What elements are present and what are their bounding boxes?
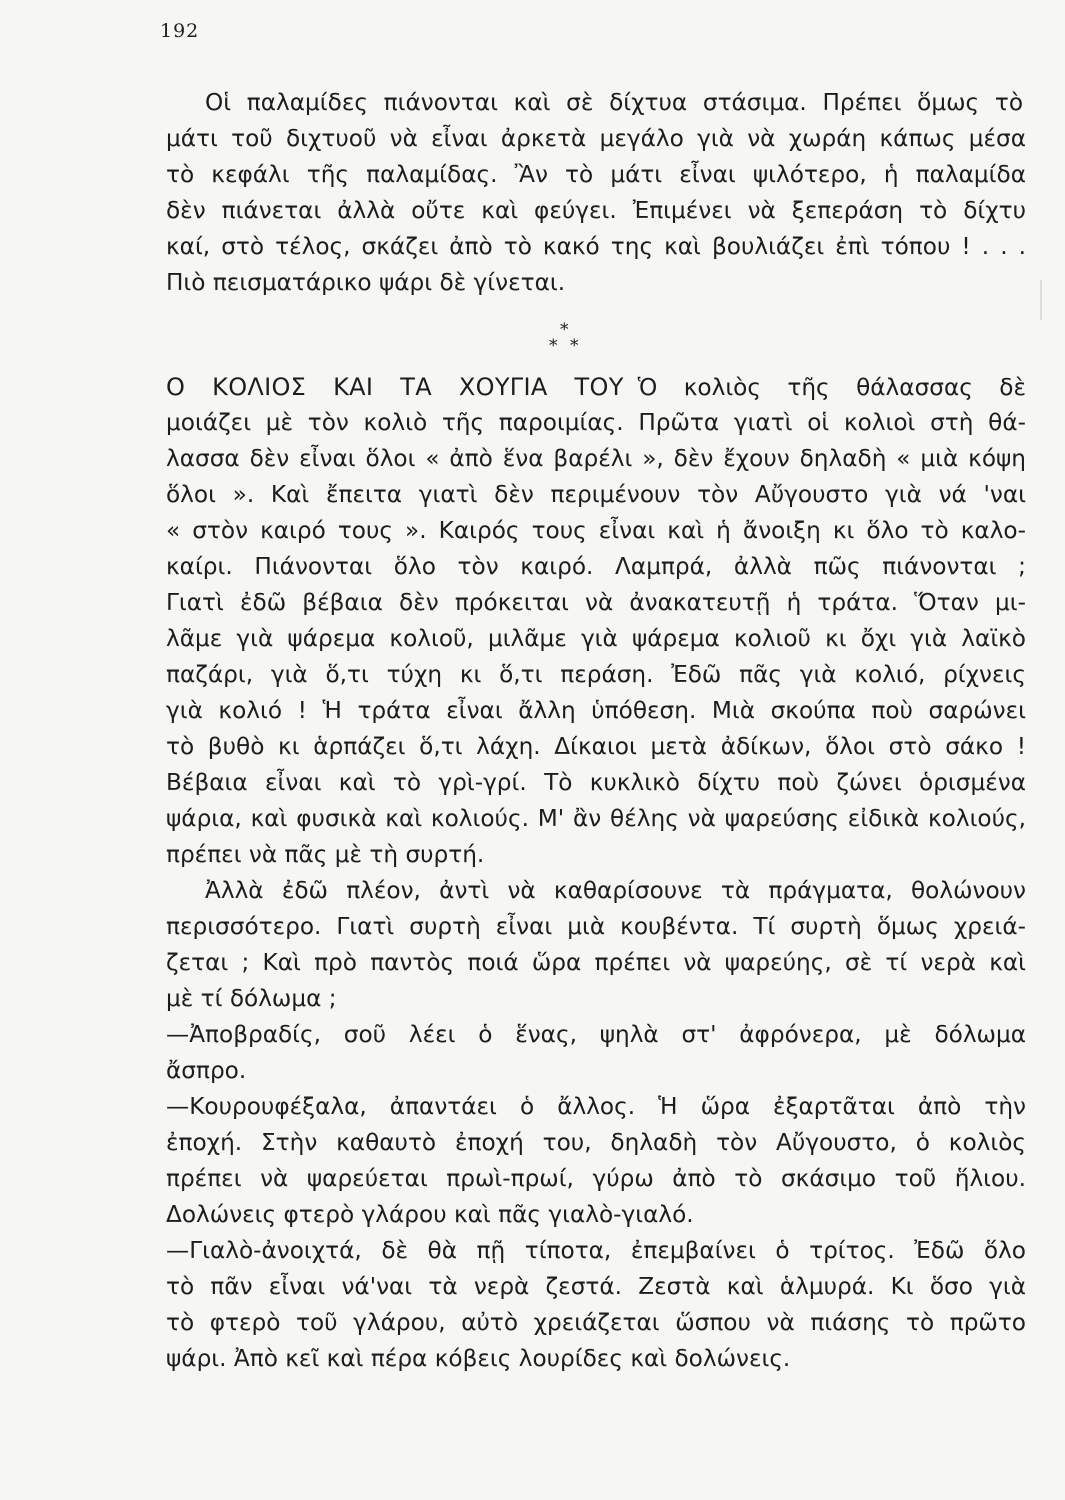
text-line: Ἀλλὰ ἐδῶ πλέον, ἀντὶ νὰ καθαρίσουνε τὰ πράγματα, θολώνουν <box>205 877 1026 904</box>
dialogue-line: —Γιαλὸ-ἀνοιχτά, δὲ θὰ πῇ τίποτα, ἐπεμβαίνει ὁ τρίτος. Ἐδῶ ὅλο <box>166 1237 1026 1264</box>
text-line: καί, στὸ τέλος, σκάζει ἀπὸ τὸ κακό της καὶ βουλιάζει ἐπὶ τόπου ! . . . <box>166 233 1026 260</box>
text-line: τὸ φτερὸ τοῦ γλάρου, αὐτὸ χρειάζεται ὥσπου νὰ πιάσης τὸ πρῶτο <box>166 1309 1026 1336</box>
text-line: λᾶμε γιὰ ψάρεμα κολιοῦ, μιλᾶμε γιὰ ψάρεμα κολιοῦ κι ὄχι γιὰ λαϊκὸ <box>166 625 1026 652</box>
asterisk: * <box>560 320 569 340</box>
text-line: μάτι τοῦ διχτυοῦ νὰ εἶναι ἀρκετὰ μεγάλο γιὰ νὰ χωράη κάπως μέσα <box>166 125 1026 152</box>
text-line: πρέπει νὰ ψαρεύεται πρωὶ-πρωί, γύρω ἀπὸ τὸ σκάσιμο τοῦ ἥλιου. <box>166 1165 1026 1192</box>
text-line: καίρι. Πιάνονται ὅλο τὸν καιρό. Λαμπρά, ἀλλὰ πῶς πιάνονται ; <box>166 553 1026 580</box>
text-line: Πιὸ πεισματάρικο ψάρι δὲ γίνεται. <box>166 269 566 296</box>
text-line: ζεται ; Καὶ πρὸ παντὸς ποιά ὥρα πρέπει νὰ ψαρεύης, σὲ τί νερὰ καὶ <box>166 949 1026 976</box>
text-line: ψάρια, καὶ φυσικὰ καὶ κολιούς. Μ' ἂν θέλης νὰ ψαρεύσης εἰδικὰ κολιούς, <box>166 805 1026 832</box>
text-line: λασσα δὲν εἶναι ὅλοι « ἀπὸ ἕνα βαρέλι », δὲν ἔχουν δηλαδὴ « μιὰ κόψη <box>166 445 1026 472</box>
text-line: Οἱ παλαμίδες πιάνονται καὶ σὲ δίχτυα στάσιμα. Πρέπει ὅμως τὸ <box>205 89 1023 116</box>
text-line: τὸ κεφάλι τῆς παλαμίδας. Ἂν τὸ μάτι εἶναι ψιλότερο, ἡ παλαμίδα <box>166 161 1026 188</box>
scan-artifact <box>1040 280 1042 320</box>
dialogue-line: —Ἀποβραδίς, σοῦ λέει ὁ ἕνας, ψηλὰ στ' ἀφρόνερα, μὲ δόλωμα <box>166 1021 1026 1048</box>
text-line: τὸ πᾶν εἶναι νά'ναι τὰ νερὰ ζεστά. Ζεστὰ καὶ ἁλμυρά. Κι ὅσο γιὰ <box>166 1273 1026 1300</box>
section-heading: Ο ΚΟΛΙΟΣ ΚΑΙ ΤΑ ΧΟΥΓΙΑ ΤΟΥ <box>166 373 624 401</box>
text-line: ὅλοι ». Καὶ ἔπειτα γιατὶ δὲν περιμένουν τὸν Αὔγουστο γιὰ νά 'ναι <box>166 481 1026 508</box>
text-line: γιὰ κολιό ! Ἡ τράτα εἶναι ἄλλη ὑπόθεση. Μιὰ σκούπα ποὺ σαρώνει <box>166 697 1026 724</box>
text-line: πρέπει νὰ πᾶς μὲ τὴ συρτή. <box>166 841 485 868</box>
text-line: ψάρι. Ἀπὸ κεῖ καὶ πέρα κόβεις λουρίδες καὶ δολώνεις. <box>166 1345 791 1372</box>
text-line: ἄσπρο. <box>166 1057 247 1084</box>
text-line: παζάρι, γιὰ ὅ,τι τύχη κι ὅ,τι περάση. Ἐδῶ πᾶς γιὰ κολιό, ρίχνεις <box>166 661 1026 688</box>
text-line: Βέβαια εἶναι καὶ τὸ γρὶ-γρί. Τὸ κυκλικὸ δίχτυ ποὺ ζώνει ὁρισμένα <box>166 769 1026 796</box>
text-line: μοιάζει μὲ τὸν κολιὸ τῆς παροιμίας. Πρῶτα γιατὶ οἱ κολιοὶ στὴ θά- <box>166 409 1026 436</box>
asterisk: * <box>570 336 579 356</box>
text-line: δὲν πιάνεται ἀλλὰ οὔτε καὶ φεύγει. Ἐπιμένει νὰ ξεπεράση τὸ δίχτυ <box>166 197 1026 224</box>
text-line: ἐποχή. Στὴν καθαυτὸ ἐποχή του, δηλαδὴ τὸν Αὔγουστο, ὁ κολιὸς <box>166 1129 1026 1156</box>
text-run: Ὁ κολιὸς τῆς θάλασσας δὲ <box>637 374 1026 401</box>
text-line: Γιατὶ ἐδῶ βέβαια δὲν πρόκειται νὰ ἀνακατευτῇ ἡ τράτα. Ὅταν μι- <box>166 589 1026 616</box>
asterisk: * <box>549 336 558 356</box>
text-line: περισσότερο. Γιατὶ συρτὴ εἶναι μιὰ κουβέντα. Τί συρτὴ ὅμως χρειά- <box>166 913 1026 940</box>
page-number: 192 <box>160 20 200 42</box>
heading-line <box>166 372 1026 403</box>
text-line: Δολώνεις φτερὸ γλάρου καὶ πᾶς γιαλὸ-γιαλό. <box>166 1201 694 1228</box>
text-line: μὲ τί δόλωμα ; <box>166 985 337 1012</box>
text-line: « στὸν καιρό τους ». Καιρός τους εἶναι καὶ ἡ ἄνοιξη κι ὅλο τὸ καλο- <box>166 517 1026 544</box>
text-line: τὸ βυθὸ κι ἁρπάζει ὅ,τι λάχη. Δίκαιοι μετὰ ἀδίκων, ὅλοι στὸ σάκο ! <box>166 733 1026 760</box>
dialogue-line: —Κουρουφέξαλα, ἀπαντάει ὁ ἄλλος. Ἡ ὥρα ἐξαρτᾶται ἀπὸ τὴν <box>166 1093 1026 1120</box>
asterism-separator <box>546 320 586 364</box>
